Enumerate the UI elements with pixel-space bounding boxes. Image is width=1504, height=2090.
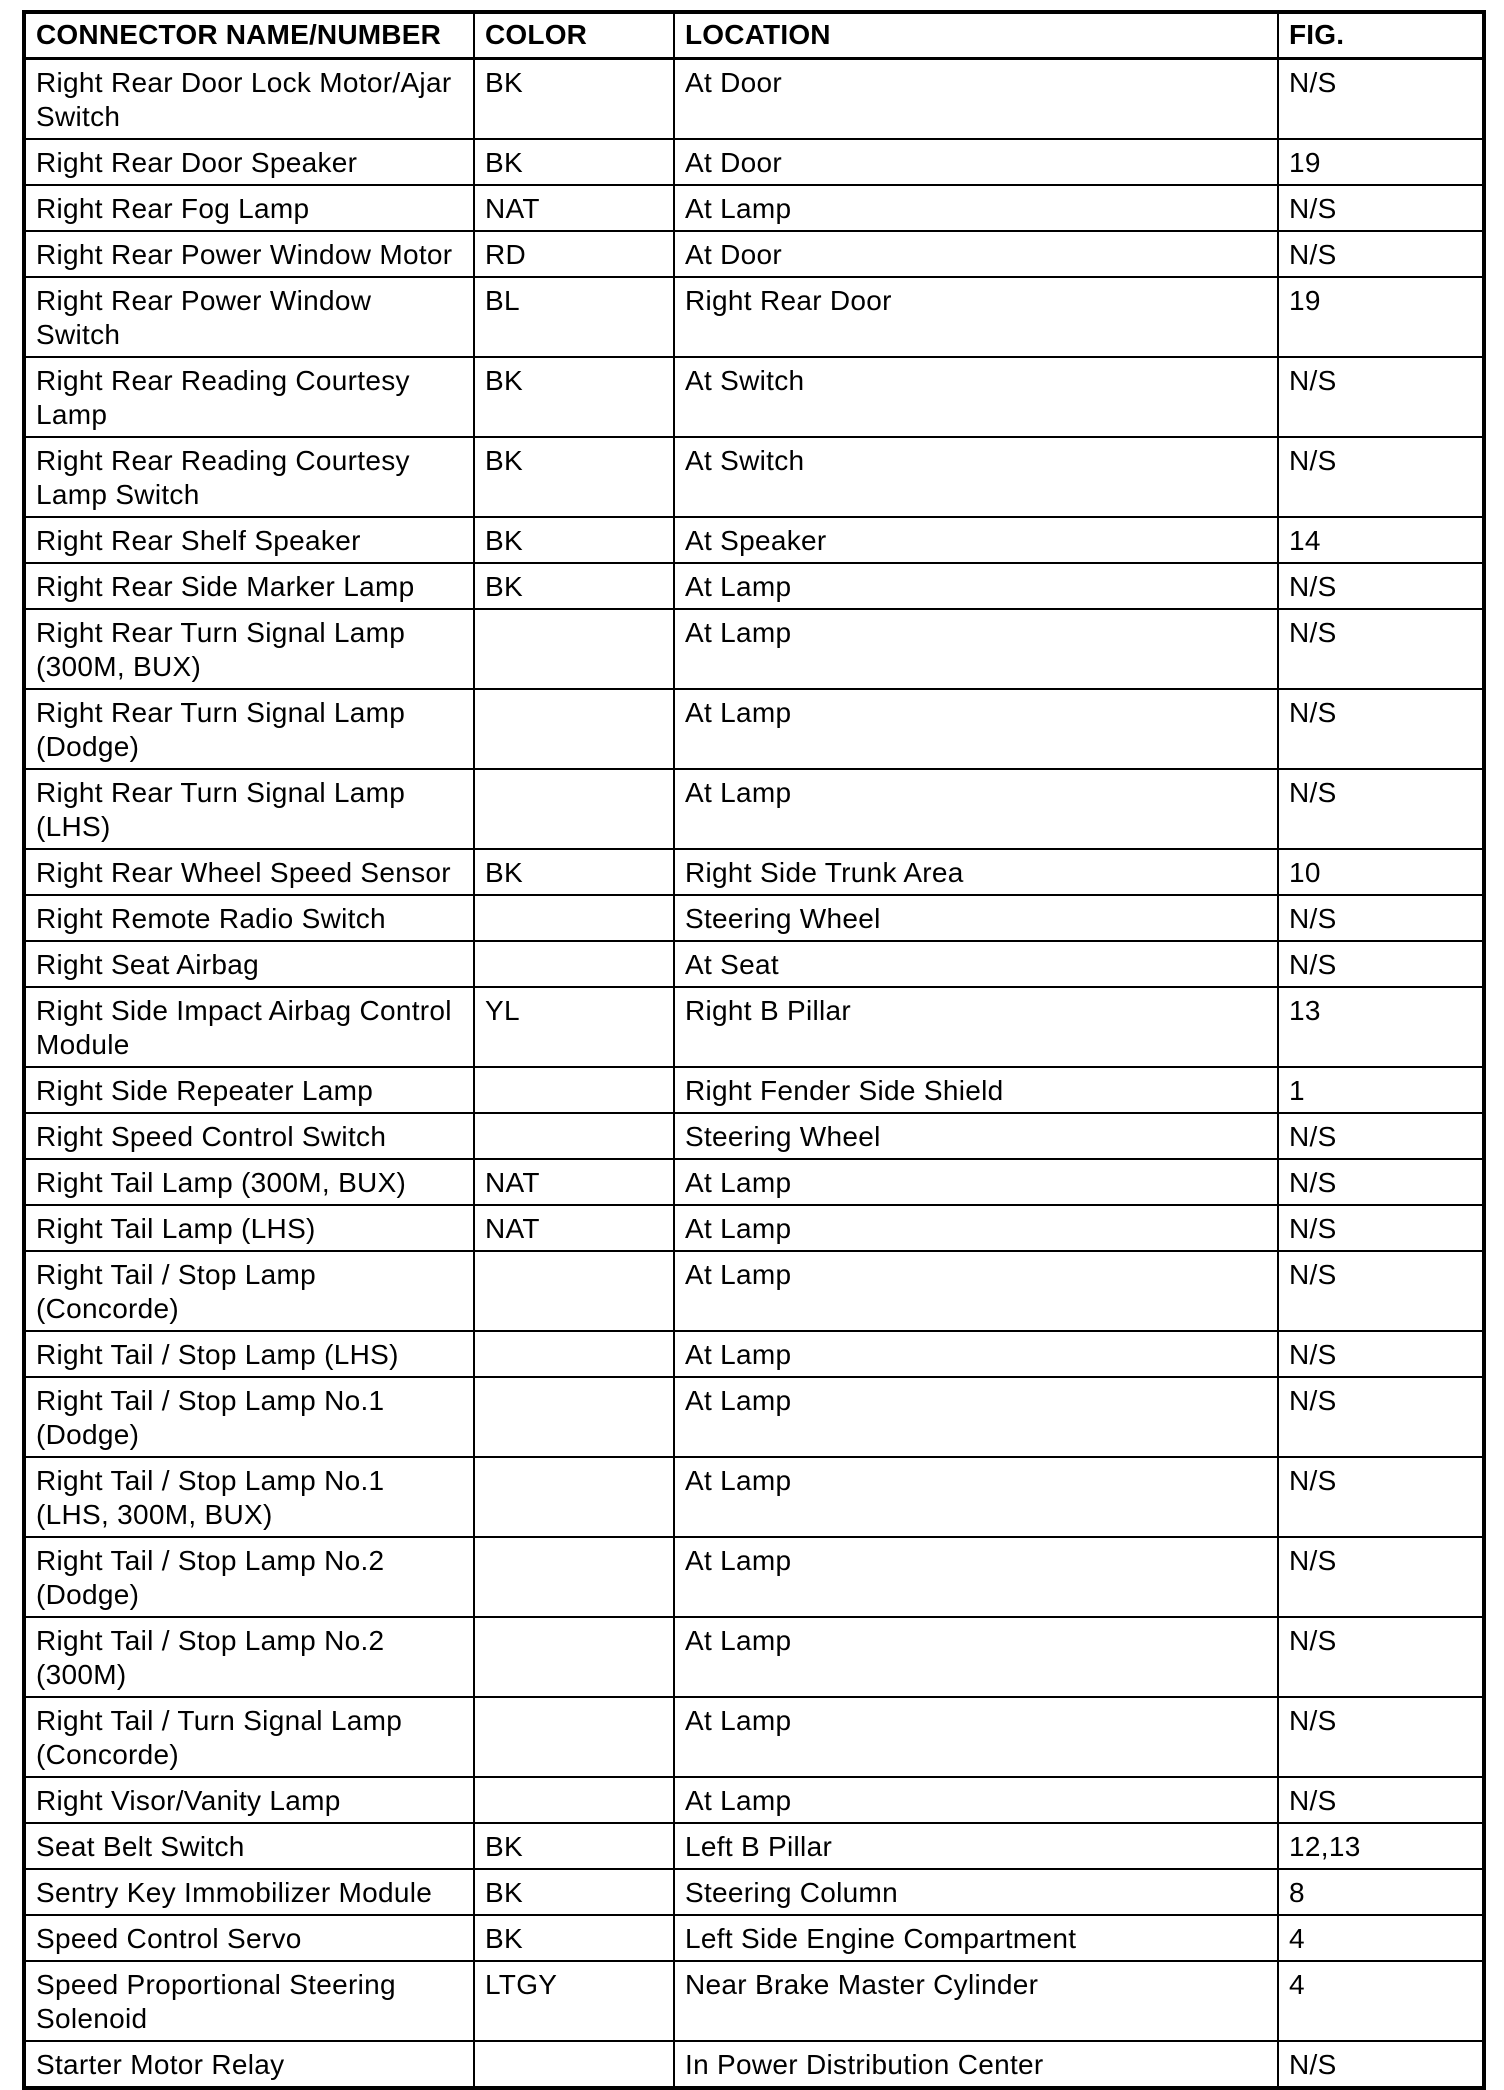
cell-fig: N/S <box>1278 1205 1484 1251</box>
cell-location: Steering Wheel <box>674 1113 1278 1159</box>
cell-color <box>474 1251 674 1331</box>
cell-fig: N/S <box>1278 1777 1484 1823</box>
header-location: LOCATION <box>674 12 1278 58</box>
cell-location: Right Rear Door <box>674 277 1278 357</box>
cell-fig: N/S <box>1278 1537 1484 1617</box>
cell-fig: N/S <box>1278 58 1484 139</box>
cell-location: At Seat <box>674 941 1278 987</box>
cell-connector-name: Speed Control Servo <box>24 1915 474 1961</box>
cell-location: At Lamp <box>674 1205 1278 1251</box>
cell-connector-name: Right Rear Turn Signal Lamp (Dodge) <box>24 689 474 769</box>
cell-fig: N/S <box>1278 1377 1484 1457</box>
cell-location: At Lamp <box>674 563 1278 609</box>
cell-color: BK <box>474 58 674 139</box>
cell-fig: N/S <box>1278 357 1484 437</box>
cell-location: At Speaker <box>674 517 1278 563</box>
table-row <box>24 231 1484 277</box>
cell-connector-name: Right Rear Turn Signal Lamp (LHS) <box>24 769 474 849</box>
cell-color: BK <box>474 139 674 185</box>
cell-fig: 1 <box>1278 1067 1484 1113</box>
header-color: COLOR <box>474 12 674 58</box>
cell-color: BK <box>474 357 674 437</box>
cell-location: At Lamp <box>674 609 1278 689</box>
table-body <box>24 58 1484 2088</box>
cell-fig: N/S <box>1278 437 1484 517</box>
cell-color: NAT <box>474 185 674 231</box>
table-row <box>24 1457 1484 1537</box>
table-row <box>24 277 1484 357</box>
cell-fig: N/S <box>1278 1617 1484 1697</box>
table-row <box>24 941 1484 987</box>
cell-fig: N/S <box>1278 1697 1484 1777</box>
cell-color: BL <box>474 277 674 357</box>
table-row <box>24 1777 1484 1823</box>
cell-location: At Lamp <box>674 1159 1278 1205</box>
cell-connector-name: Right Rear Fog Lamp <box>24 185 474 231</box>
cell-fig: 19 <box>1278 277 1484 357</box>
cell-connector-name: Right Rear Power Window Motor <box>24 231 474 277</box>
table-row <box>24 895 1484 941</box>
cell-connector-name: Right Visor/Vanity Lamp <box>24 1777 474 1823</box>
cell-color: NAT <box>474 1159 674 1205</box>
table-row <box>24 1697 1484 1777</box>
cell-location: At Door <box>674 139 1278 185</box>
cell-color <box>474 1067 674 1113</box>
cell-color <box>474 689 674 769</box>
cell-fig: N/S <box>1278 1457 1484 1537</box>
cell-fig: 14 <box>1278 517 1484 563</box>
cell-location: At Lamp <box>674 1777 1278 1823</box>
cell-connector-name: Right Tail / Turn Signal Lamp (Concorde) <box>24 1697 474 1777</box>
cell-connector-name: Right Rear Reading Courtesy Lamp <box>24 357 474 437</box>
table-row <box>24 1869 1484 1915</box>
cell-location: Left B Pillar <box>674 1823 1278 1869</box>
cell-fig: 8 <box>1278 1869 1484 1915</box>
table-row <box>24 1251 1484 1331</box>
cell-fig: N/S <box>1278 1331 1484 1377</box>
table-row <box>24 849 1484 895</box>
cell-location: At Lamp <box>674 185 1278 231</box>
cell-location: Right Fender Side Shield <box>674 1067 1278 1113</box>
cell-connector-name: Speed Proportional Steering Solenoid <box>24 1961 474 2041</box>
cell-color <box>474 1457 674 1537</box>
cell-connector-name: Right Rear Power Window Switch <box>24 277 474 357</box>
cell-fig: N/S <box>1278 689 1484 769</box>
cell-color <box>474 2041 674 2088</box>
table-row <box>24 1331 1484 1377</box>
cell-connector-name: Right Remote Radio Switch <box>24 895 474 941</box>
table-header-row <box>24 12 1484 58</box>
cell-fig: N/S <box>1278 231 1484 277</box>
cell-connector-name: Right Tail / Stop Lamp No.1 (LHS, 300M, BUX) <box>24 1457 474 1537</box>
cell-connector-name: Right Tail Lamp (300M, BUX) <box>24 1159 474 1205</box>
cell-color <box>474 1331 674 1377</box>
cell-color <box>474 769 674 849</box>
cell-connector-name: Right Tail Lamp (LHS) <box>24 1205 474 1251</box>
table-row <box>24 1067 1484 1113</box>
cell-fig: N/S <box>1278 769 1484 849</box>
cell-location: At Switch <box>674 357 1278 437</box>
cell-fig: 13 <box>1278 987 1484 1067</box>
cell-color <box>474 1617 674 1697</box>
table-row <box>24 139 1484 185</box>
cell-location: At Lamp <box>674 1537 1278 1617</box>
cell-connector-name: Sentry Key Immobilizer Module <box>24 1869 474 1915</box>
cell-connector-name: Right Tail / Stop Lamp No.1 (Dodge) <box>24 1377 474 1457</box>
cell-location: Steering Column <box>674 1869 1278 1915</box>
header-connector-name: CONNECTOR NAME/NUMBER <box>24 12 474 58</box>
cell-connector-name: Seat Belt Switch <box>24 1823 474 1869</box>
cell-color: RD <box>474 231 674 277</box>
table-row <box>24 1205 1484 1251</box>
cell-fig: 4 <box>1278 1915 1484 1961</box>
cell-fig: N/S <box>1278 1251 1484 1331</box>
cell-location: Right Side Trunk Area <box>674 849 1278 895</box>
cell-connector-name: Right Tail / Stop Lamp (Concorde) <box>24 1251 474 1331</box>
cell-color <box>474 609 674 689</box>
table-row <box>24 517 1484 563</box>
connector-table <box>22 10 1486 2090</box>
cell-color: BK <box>474 849 674 895</box>
table-row <box>24 1823 1484 1869</box>
cell-location: Right B Pillar <box>674 987 1278 1067</box>
cell-connector-name: Right Rear Door Lock Motor/Ajar Switch <box>24 58 474 139</box>
table-row <box>24 58 1484 139</box>
cell-location: In Power Distribution Center <box>674 2041 1278 2088</box>
table-row <box>24 357 1484 437</box>
cell-location: At Lamp <box>674 689 1278 769</box>
cell-location: At Lamp <box>674 1697 1278 1777</box>
cell-connector-name: Right Rear Wheel Speed Sensor <box>24 849 474 895</box>
cell-connector-name: Right Side Repeater Lamp <box>24 1067 474 1113</box>
cell-connector-name: Right Rear Reading Courtesy Lamp Switch <box>24 437 474 517</box>
cell-color: LTGY <box>474 1961 674 2041</box>
cell-location: At Lamp <box>674 1251 1278 1331</box>
cell-color <box>474 895 674 941</box>
cell-fig: N/S <box>1278 563 1484 609</box>
cell-fig: 19 <box>1278 139 1484 185</box>
cell-location: Left Side Engine Compartment <box>674 1915 1278 1961</box>
table-row <box>24 2041 1484 2088</box>
cell-connector-name: Right Seat Airbag <box>24 941 474 987</box>
cell-fig: N/S <box>1278 609 1484 689</box>
header-fig: FIG. <box>1278 12 1484 58</box>
cell-color <box>474 1777 674 1823</box>
cell-connector-name: Right Tail / Stop Lamp No.2 (Dodge) <box>24 1537 474 1617</box>
cell-location: Near Brake Master Cylinder <box>674 1961 1278 2041</box>
table-row <box>24 1617 1484 1697</box>
cell-color <box>474 1537 674 1617</box>
table-row <box>24 1113 1484 1159</box>
cell-location: At Lamp <box>674 1377 1278 1457</box>
table-row <box>24 769 1484 849</box>
cell-connector-name: Right Tail / Stop Lamp (LHS) <box>24 1331 474 1377</box>
cell-connector-name: Right Rear Turn Signal Lamp (300M, BUX) <box>24 609 474 689</box>
cell-location: At Lamp <box>674 769 1278 849</box>
table-row <box>24 1961 1484 2041</box>
cell-color: BK <box>474 437 674 517</box>
table-row <box>24 689 1484 769</box>
cell-connector-name: Right Side Impact Airbag Control Module <box>24 987 474 1067</box>
cell-color: NAT <box>474 1205 674 1251</box>
cell-location: At Lamp <box>674 1331 1278 1377</box>
table-row <box>24 1159 1484 1205</box>
cell-connector-name: Right Speed Control Switch <box>24 1113 474 1159</box>
cell-color: BK <box>474 517 674 563</box>
table-row <box>24 563 1484 609</box>
cell-fig: N/S <box>1278 2041 1484 2088</box>
cell-location: At Lamp <box>674 1617 1278 1697</box>
cell-fig: N/S <box>1278 185 1484 231</box>
table-row <box>24 609 1484 689</box>
cell-connector-name: Right Rear Shelf Speaker <box>24 517 474 563</box>
cell-color <box>474 1697 674 1777</box>
table-row <box>24 1537 1484 1617</box>
cell-fig: 4 <box>1278 1961 1484 2041</box>
cell-connector-name: Starter Motor Relay <box>24 2041 474 2088</box>
cell-color: YL <box>474 987 674 1067</box>
cell-fig: 10 <box>1278 849 1484 895</box>
cell-connector-name: Right Rear Door Speaker <box>24 139 474 185</box>
cell-fig: N/S <box>1278 895 1484 941</box>
cell-fig: 12,13 <box>1278 1823 1484 1869</box>
cell-color <box>474 1377 674 1457</box>
cell-connector-name: Right Tail / Stop Lamp No.2 (300M) <box>24 1617 474 1697</box>
cell-connector-name: Right Rear Side Marker Lamp <box>24 563 474 609</box>
cell-color <box>474 1113 674 1159</box>
cell-location: At Switch <box>674 437 1278 517</box>
cell-location: At Lamp <box>674 1457 1278 1537</box>
cell-location: At Door <box>674 231 1278 277</box>
table-row <box>24 437 1484 517</box>
cell-color: BK <box>474 1915 674 1961</box>
cell-color <box>474 941 674 987</box>
cell-color: BK <box>474 563 674 609</box>
cell-fig: N/S <box>1278 1159 1484 1205</box>
table-row <box>24 185 1484 231</box>
cell-fig: N/S <box>1278 1113 1484 1159</box>
cell-color: BK <box>474 1869 674 1915</box>
cell-location: At Door <box>674 58 1278 139</box>
cell-color: BK <box>474 1823 674 1869</box>
table-row <box>24 987 1484 1067</box>
cell-fig: N/S <box>1278 941 1484 987</box>
cell-location: Steering Wheel <box>674 895 1278 941</box>
table-row <box>24 1377 1484 1457</box>
table-row <box>24 1915 1484 1961</box>
